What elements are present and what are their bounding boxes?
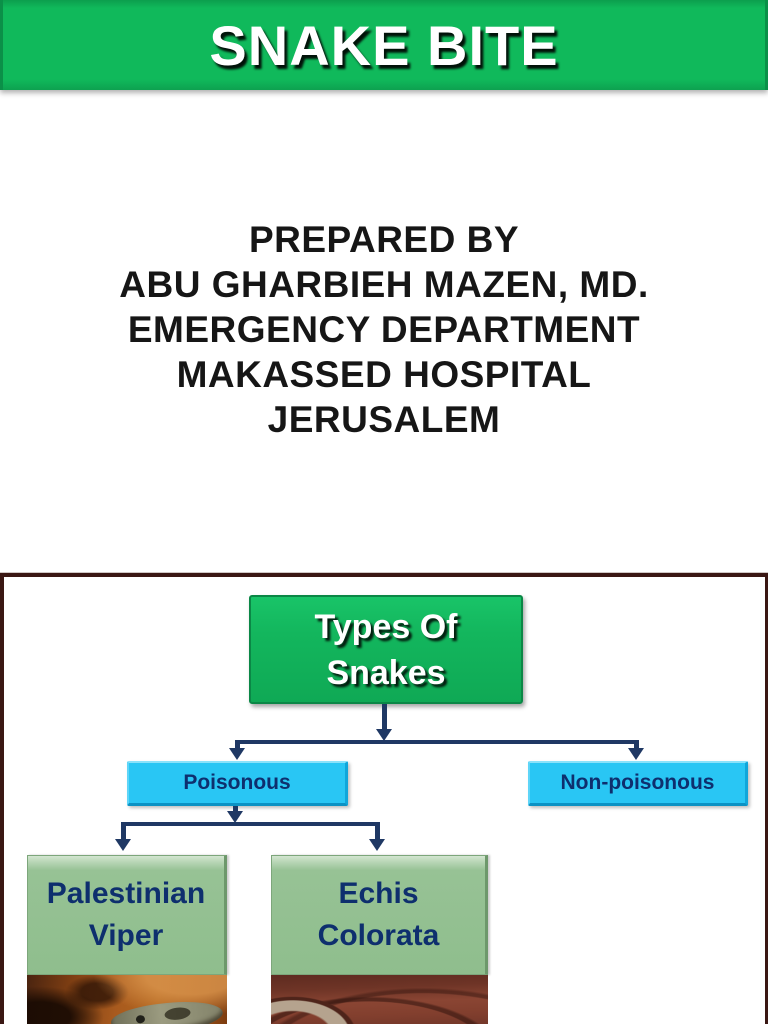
subtitle-line: EMERGENCY DEPARTMENT (127, 309, 641, 350)
node-label-line: Echis (338, 877, 419, 910)
slide-border (0, 573, 768, 577)
node-label: Poisonous (183, 771, 291, 794)
node-label-line: Snakes (326, 653, 446, 692)
arrow-down-icon (628, 748, 644, 760)
arrow-down-icon (369, 839, 385, 851)
subtitle-line: ABU GHARBIEH MAZEN, MD. (119, 264, 649, 305)
node-echis-colorata (271, 855, 488, 975)
connector-level2-right-stub (375, 826, 380, 840)
slide-diagram-page (0, 573, 768, 1024)
slide-title: SNAKE BITE (209, 13, 559, 77)
connector-level2-left-stub (121, 826, 126, 840)
arrow-down-icon (115, 839, 131, 851)
connector-root-stem (382, 704, 387, 730)
echis-colorata-photo (271, 975, 488, 1024)
node-poisonous (127, 761, 348, 806)
node-label-line: Viper (88, 919, 164, 952)
node-label: Non-poisonous (560, 771, 715, 794)
node-label-line: Colorata (317, 919, 440, 952)
connector-level1-crossbar (235, 740, 639, 744)
subtitle-line: PREPARED BY (248, 219, 520, 260)
title-banner (0, 0, 768, 90)
node-label-line: Palestinian (46, 877, 206, 910)
slide-border (0, 573, 4, 1024)
viper-eye (135, 1015, 145, 1024)
viper-head (110, 997, 225, 1024)
palestinian-viper-photo (27, 975, 227, 1024)
subtitle-line: MAKASSED HOSPITAL (176, 354, 592, 395)
node-types-of-snakes (249, 595, 523, 704)
arrow-down-icon (229, 748, 245, 760)
node-palestinian-viper (27, 855, 227, 975)
connector-level2-crossbar (121, 822, 380, 826)
subtitle-block (0, 217, 768, 442)
viper-marking (164, 1007, 191, 1022)
subtitle-line: JERUSALEM (267, 399, 501, 440)
node-label-line: Types Of (314, 607, 458, 646)
node-non-poisonous (528, 761, 748, 806)
